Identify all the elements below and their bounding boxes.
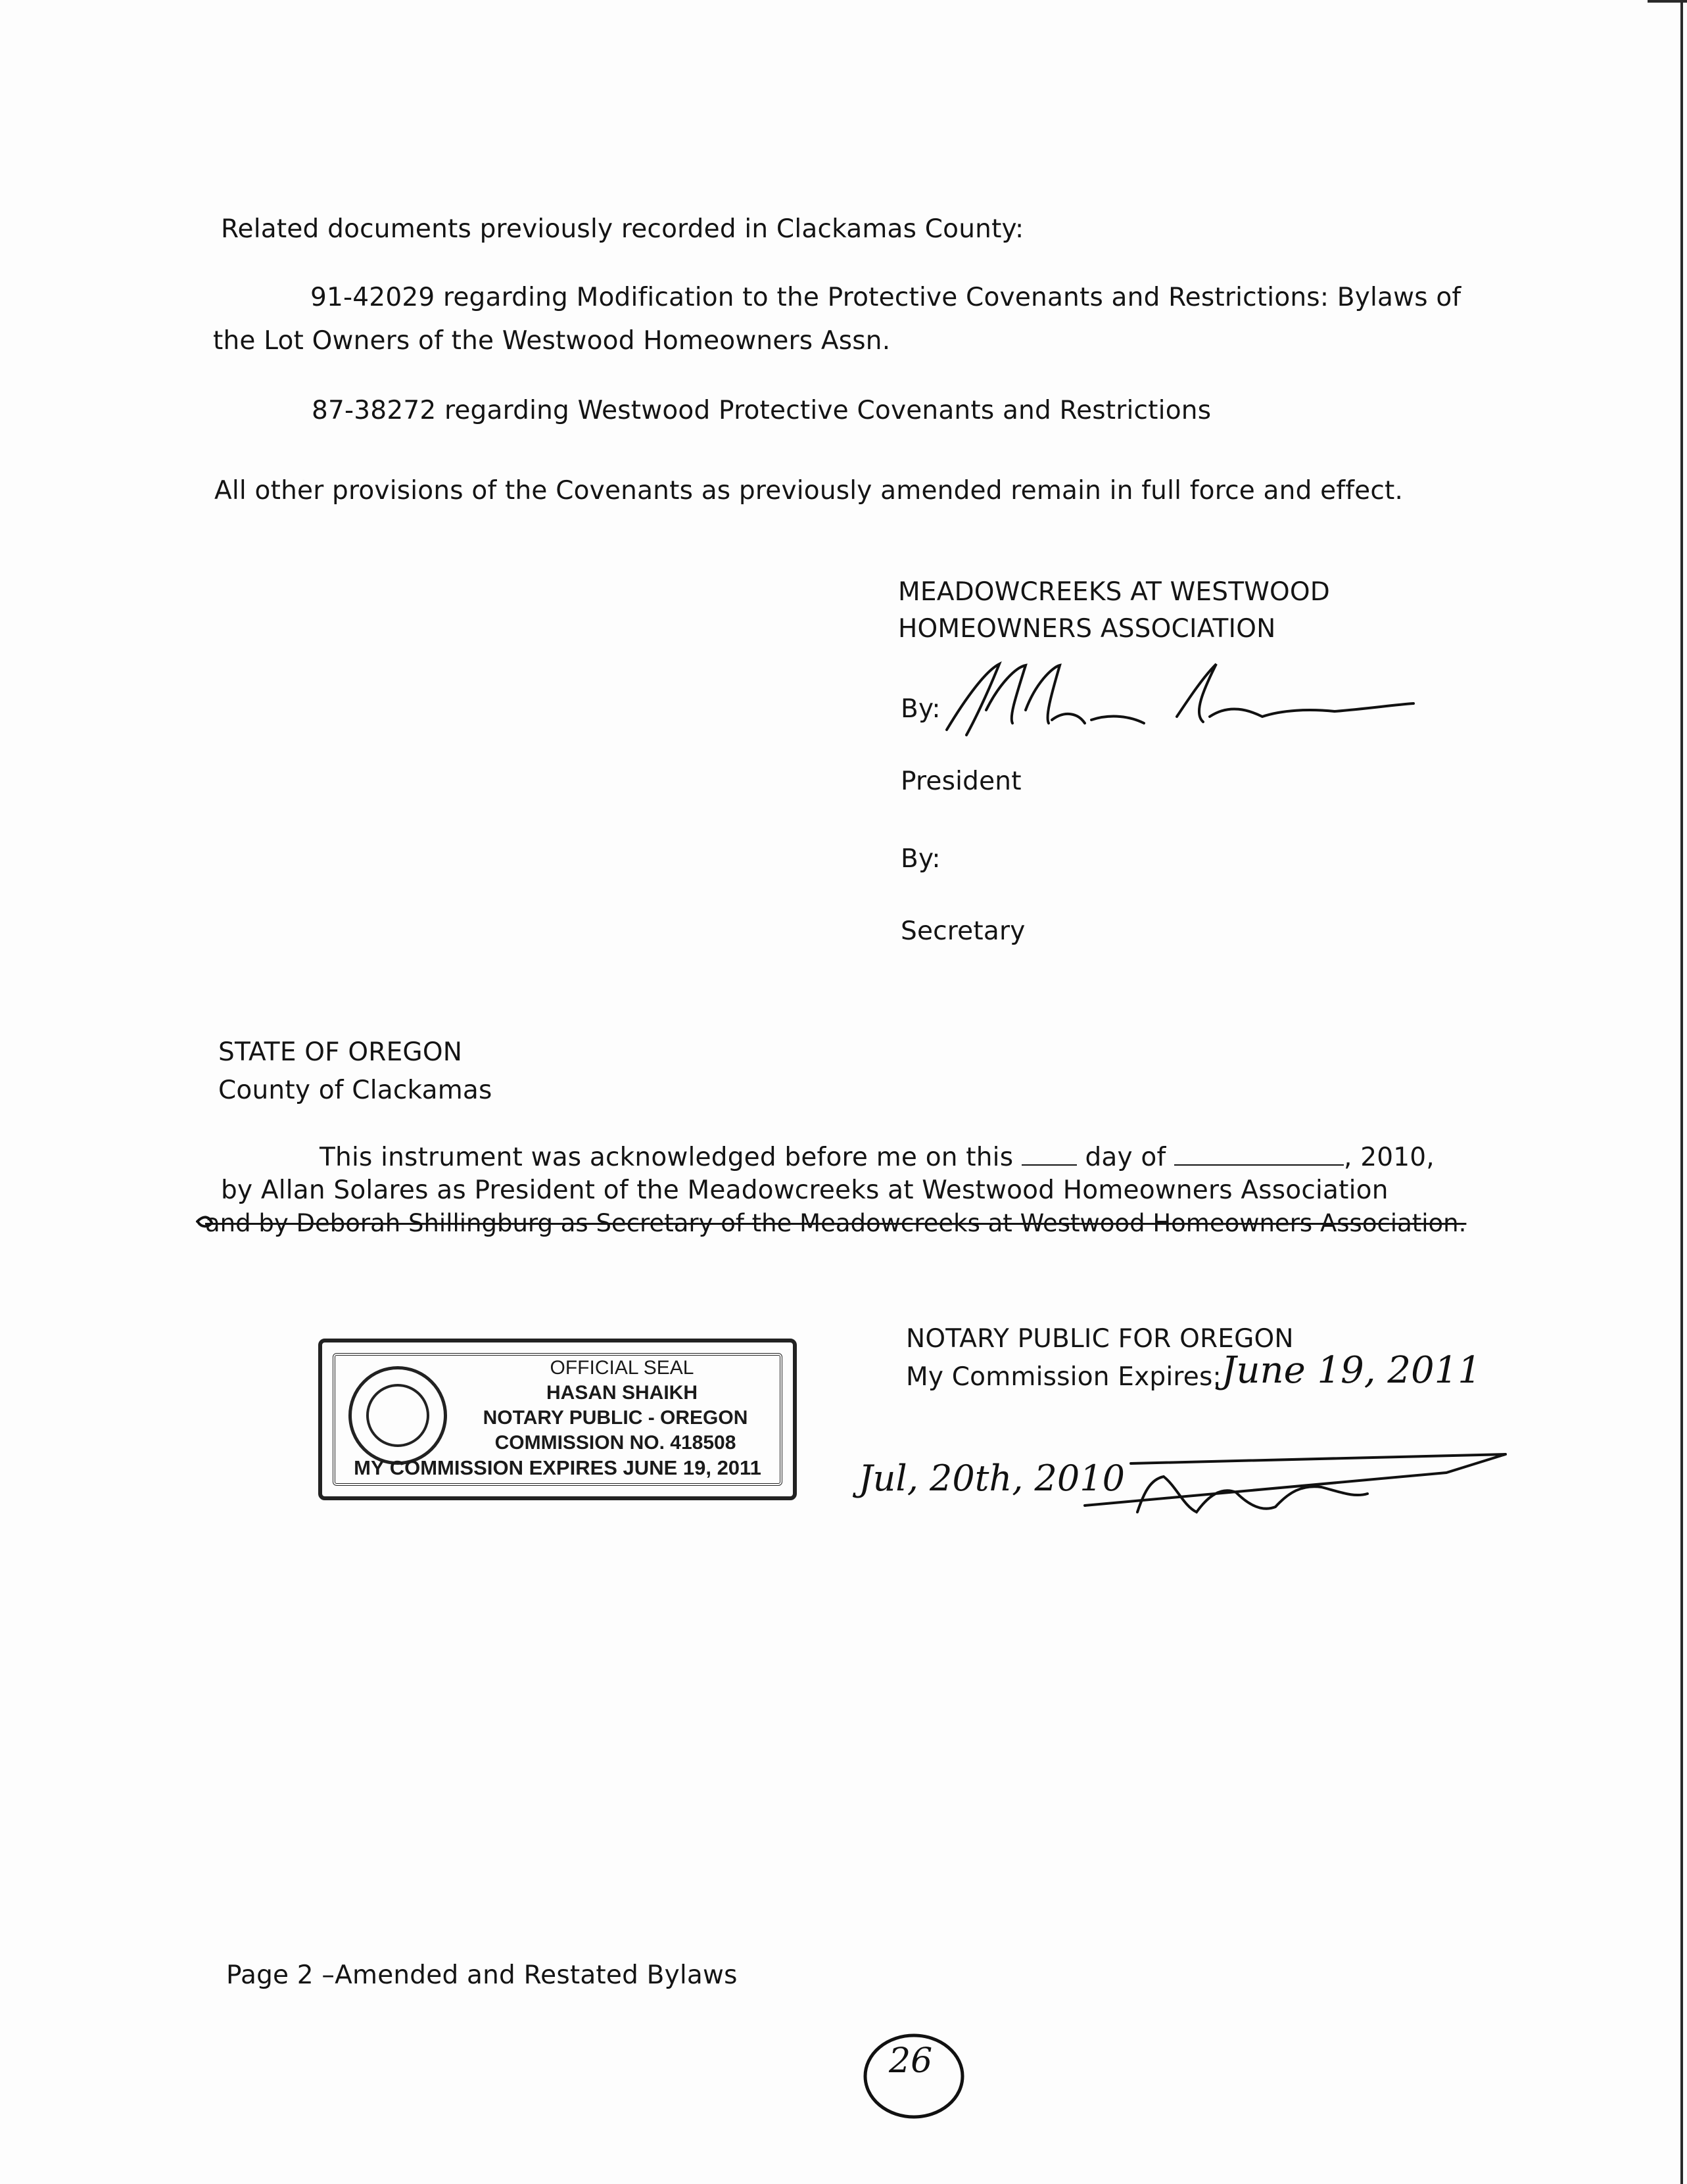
related-heading: Related documents previously recorded in Clackamas County: <box>221 214 1024 244</box>
related-doc-1-line1: 91-42029 regarding Modification to the Protective Covenants and Restrictions: Bylaws of <box>310 283 1461 312</box>
ack-part3: , 2010, <box>1344 1143 1435 1172</box>
seal-line-notary: NOTARY PUBLIC - OREGON <box>483 1407 748 1429</box>
by-label-secretary: By: <box>901 844 941 874</box>
association-name-line1: MEADOWCREEKS AT WESTWOOD <box>898 577 1331 607</box>
acknowledgement-line2: by Allan Solares as President of the Meadowcreeks at Westwood Homeowners Association <box>221 1175 1389 1205</box>
secretary-label: Secretary <box>901 916 1026 946</box>
handwritten-page-number: 26 <box>889 2041 933 2081</box>
seal-line-commission-no: COMMISSION NO. 418508 <box>494 1432 736 1454</box>
struck-secretary-line: and by Deborah Shillingburg as Secretary of the Meadowcreeks at Westwood Homeowners Association. <box>205 1209 1467 1237</box>
association-name-line2: HOMEOWNERS ASSOCIATION <box>898 614 1276 644</box>
notary-title: NOTARY PUBLIC FOR OREGON <box>906 1324 1294 1354</box>
seal-line-official: OFFICIAL SEAL <box>550 1357 694 1379</box>
provisions-text: All other provisions of the Covenants as previously amended remain in full force and effect. <box>214 476 1404 506</box>
seal-line-expires: MY COMMISSION EXPIRES JUNE 19, 2011 <box>354 1456 761 1479</box>
ack-part1: This instrument was acknowledged before me on this <box>320 1143 1014 1172</box>
by-label-president: By: <box>901 694 941 724</box>
page-footer: Page 2 –Amended and Restated Bylaws <box>226 1960 738 1990</box>
president-label: President <box>901 767 1022 796</box>
strike-through-mark <box>197 1217 212 1226</box>
seal-line-name: HASAN SHAIKH <box>546 1382 698 1404</box>
ack-part2: day of <box>1085 1143 1166 1172</box>
related-doc-2: 87-38272 regarding Westwood Protective Covenants and Restrictions <box>312 396 1212 425</box>
president-signature <box>947 664 1414 735</box>
state-label: STATE OF OREGON <box>218 1037 463 1067</box>
commission-expires-label: My Commission Expires: <box>906 1362 1222 1392</box>
commission-expires-handwritten: June 19, 2011 <box>1222 1349 1481 1392</box>
notary-signature <box>1085 1454 1506 1512</box>
county-label: County of Clackamas <box>218 1076 492 1105</box>
handwritten-date: Jul, 20th, 2010 <box>859 1458 1125 1499</box>
related-doc-1-line2: the Lot Owners of the Westwood Homeowners Assn. <box>213 326 891 356</box>
page-number-circle <box>865 2035 962 2117</box>
